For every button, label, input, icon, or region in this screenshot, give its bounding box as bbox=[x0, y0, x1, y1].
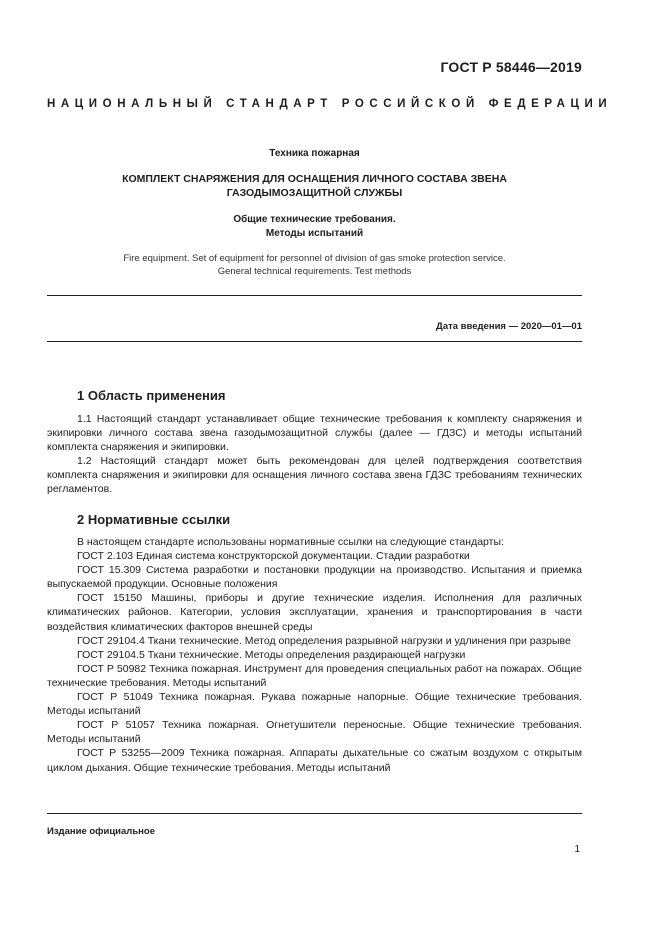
reference-item: ГОСТ 2.103 Единая система конструкторской документации. Стадии разработки bbox=[77, 550, 470, 563]
paragraph-1-2: 1.2 Настоящий стандарт может быть рекомендован для целей подтверждения соответствия комплекта снаряжения и экипировки для оснащения личного состава звена ГДЗС требованиям технических регламентов. bbox=[47, 455, 582, 496]
title-area: Техника пожарная bbox=[269, 148, 360, 159]
footer-divider bbox=[47, 813, 582, 814]
reference-item: ГОСТ Р 53255—2009 Техника пожарная. Аппараты дыхательные со сжатым воздухом с открытым циклом дыхания. Общие технические требования. Методы испытаний bbox=[47, 747, 582, 774]
section-1-heading: 1 Область применения bbox=[77, 388, 226, 403]
reference-item: ГОСТ 15.309 Система разработки и постановки продукции на производство. Испытания и приемка выпускаемой продукции. Основные положения bbox=[47, 564, 582, 591]
section-1-body bbox=[47, 412, 582, 497]
document-number: ГОСТ Р 58446—2019 bbox=[440, 59, 582, 75]
reference-item: ГОСТ 29104.4 Ткани технические. Метод определения разрывной нагрузки и удлинения при разрыве bbox=[77, 634, 571, 647]
date-divider bbox=[47, 341, 582, 342]
title-en-line-1: Fire equipment. Set of equipment for personnel of division of gas smoke protection service. bbox=[123, 253, 506, 264]
title-main-line-2: ГАЗОДЫМОЗАЩИТНОЙ СЛУЖБЫ bbox=[226, 187, 403, 199]
reference-item: ГОСТ Р 51049 Техника пожарная. Рукава пожарные напорные. Общие технические требования. Методы испытаний bbox=[47, 691, 582, 718]
introduction-date: Дата введения — 2020—01—01 bbox=[436, 321, 582, 332]
reference-item: ГОСТ 29104.5 Ткани технические. Методы определения раздирающей нагрузки bbox=[77, 648, 466, 661]
section-2-body bbox=[47, 535, 582, 775]
reference-item: ГОСТ 15150 Машины, приборы и другие технические изделия. Исполнения для различных климатических районов. Категории, условия эксплуатации, хранения и транспортирования в части воздействия климатических факторов внешней среды bbox=[47, 592, 582, 633]
title-en-line-2: General technical requirements. Test methods bbox=[217, 266, 412, 277]
reference-item: ГОСТ Р 51057 Техника пожарная. Огнетушители переносные. Общие технические требования. Методы испытаний bbox=[47, 719, 582, 746]
national-standard-heading: НАЦИОНАЛЬНЫЙ СТАНДАРТ РОССИЙСКОЙ ФЕДЕРАЦИИ bbox=[47, 98, 613, 110]
title-english bbox=[47, 252, 582, 278]
title-sub-line-2: Методы испытаний bbox=[265, 228, 364, 239]
section-2-heading: 2 Нормативные ссылки bbox=[77, 512, 231, 527]
references-intro: В настоящем стандарте использованы нормативные ссылки на следующие стандарты: bbox=[77, 536, 504, 548]
title-main-line-1: КОМПЛЕКТ СНАРЯЖЕНИЯ ДЛЯ ОСНАЩЕНИЯ ЛИЧНОГО СОСТАВА ЗВЕНА bbox=[122, 173, 507, 185]
title-sub-line-1: Общие технические требования. bbox=[233, 214, 396, 225]
official-edition-label: Издание официальное bbox=[47, 826, 155, 837]
title-divider bbox=[47, 295, 582, 296]
title-main bbox=[47, 172, 582, 200]
paragraph-1-1: 1.1 Настоящий стандарт устанавливает общие технические требования к комплекту снаряжения и экипировки личного состава звена газодымозащитной службы (далее — ГДЗС) и методы испытаний комплекта снаряжения и экипировки. bbox=[47, 413, 582, 454]
reference-item: ГОСТ Р 50982 Техника пожарная. Инструмент для проведения специальных работ на пожарах. Общие технические требования. Методы испытаний bbox=[47, 662, 582, 689]
title-subtitle bbox=[47, 213, 582, 241]
page-number: 1 bbox=[574, 844, 580, 855]
